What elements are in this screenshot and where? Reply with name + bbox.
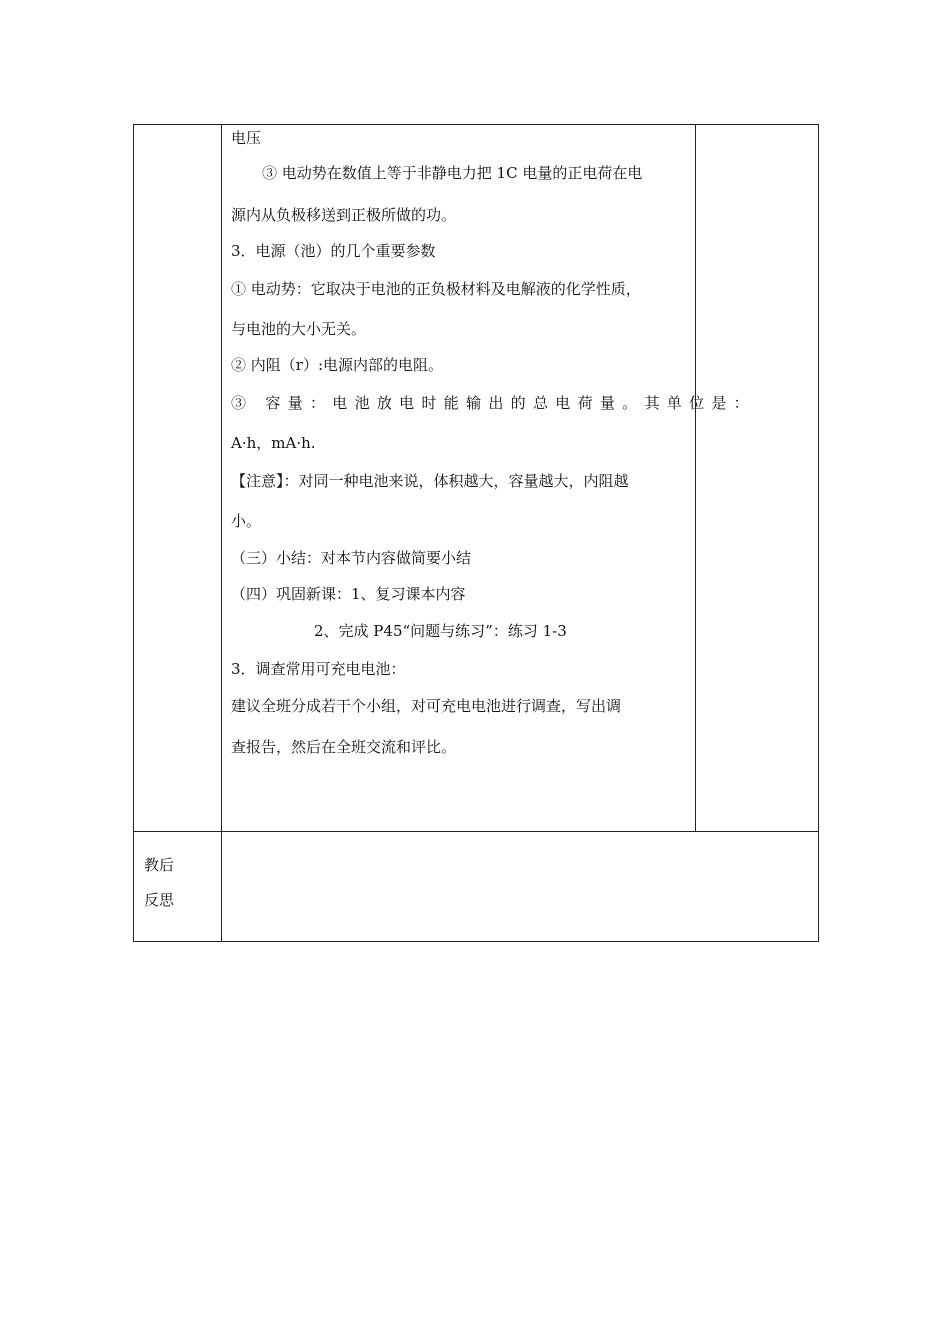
table-right-border (818, 124, 819, 942)
summary-line: （三）小结：对本节内容做简要小结 (231, 549, 472, 567)
reflection-label-line-1: 教后 (144, 856, 175, 874)
content-line-6: 与电池的大小无关。 (231, 320, 367, 338)
table-bottom-border (133, 941, 819, 942)
note-line: 【注意】：对同一种电池来说，体积越大，容量越大，内阻越 (231, 472, 629, 490)
column-divider-left (221, 124, 222, 942)
emf-definition-text: ③ 电动势在数值上等于非静电力把 1C 电量的正电荷在电 (262, 164, 643, 182)
column-divider-right (695, 124, 696, 832)
content-line-1: 电压 (231, 129, 262, 147)
survey-line-2: 查报告，然后在全班交流和评比。 (231, 738, 457, 756)
content-line-11: 小。 (231, 512, 262, 530)
table-left-border (133, 124, 134, 942)
exercise-line: 2、完成 P45“问题与练习”：练习 1-3 (314, 622, 567, 640)
table-top-border (133, 124, 819, 125)
content-line-3: 源内从负极移送到正极所做的功。 (231, 206, 457, 224)
content-line-8: ③ 容量：电池放电时能输出的总电荷量。其单位是： (231, 394, 756, 412)
survey-line-1: 建议全班分成若干个小组，对可充电电池进行调查，写出调 (231, 697, 622, 715)
content-line-2 (262, 163, 642, 183)
content-line-7: ② 内阻（r）:电源内部的电阻。 (231, 356, 443, 374)
content-line-5: ① 电动势：它取决于电池的正负极材料及电解液的化学性质， (231, 280, 641, 298)
section-heading-parameters: 3．电源（池）的几个重要参数 (231, 242, 436, 260)
reflection-label-line-2: 反思 (144, 891, 175, 909)
survey-heading: 3．调查常用可充电电池： (231, 660, 406, 678)
row-divider (133, 831, 819, 832)
content-line-9: A·h，mA·h. (231, 434, 316, 452)
consolidation-line: （四）巩固新课：1、复习课本内容 (231, 585, 466, 603)
